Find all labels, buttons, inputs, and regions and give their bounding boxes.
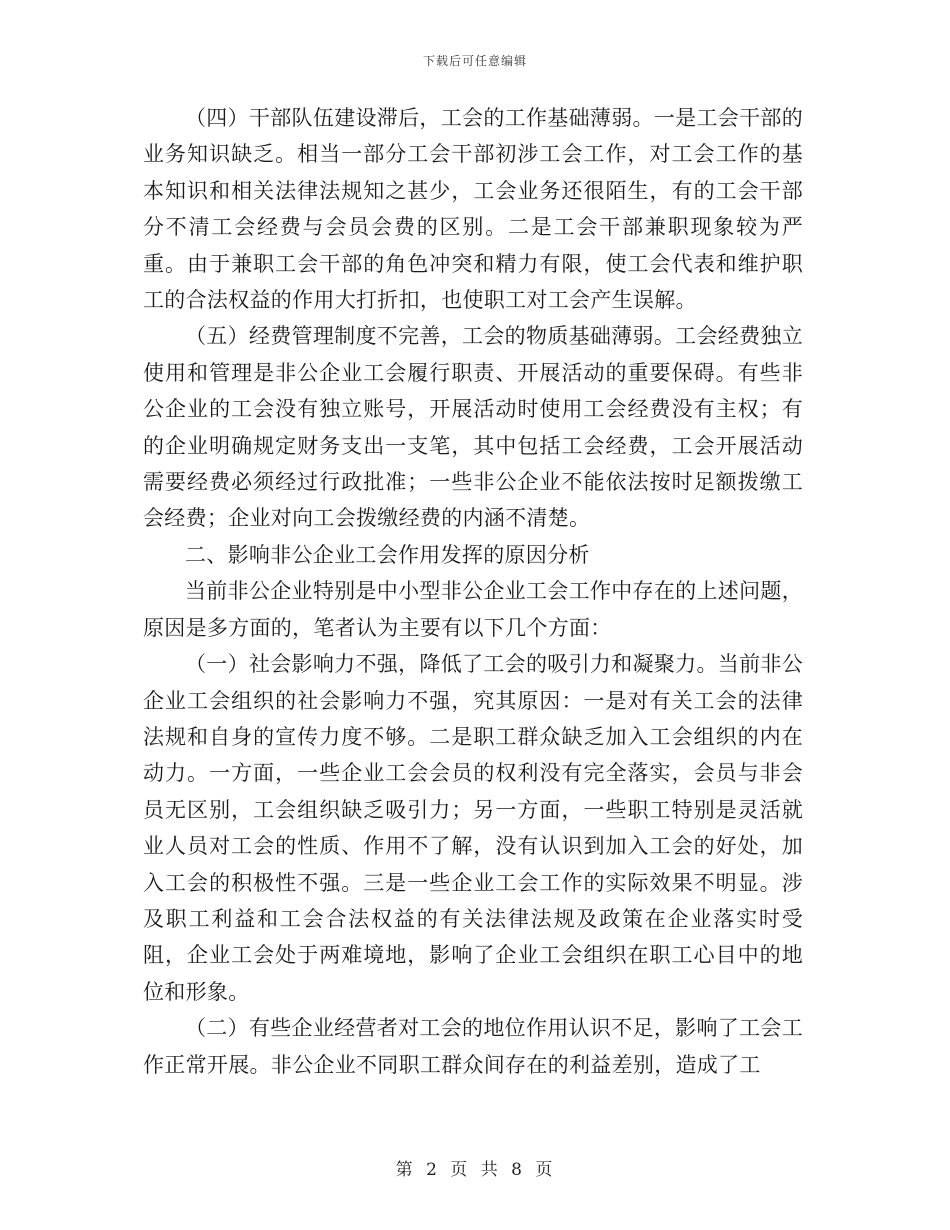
paragraph-funding-management: （五）经费管理制度不完善，工会的物质基础薄弱。工会经费独立使用和管理是非公企业工会履行职责、开展活动的重要保碍。有些非公企业的工会没有独立账号，开展活动时使用工会经费没有主权；有的企业明确规定财务支出一支笔，其中包括工会经费，工会开展活动需要经费必须经过行政批准；一些非公企业不能依法按时足额拨缴工会经费；企业对向工会拨缴经费的内涵不清楚。 [143, 324, 803, 531]
footer-total-pages: 8 [511, 1160, 524, 1180]
footer-current-page: 2 [426, 1160, 439, 1180]
paragraph-cadre-team: （四）干部队伍建设滞后，工会的工作基础薄弱。一是工会干部的业务知识缺乏。相当一部分工会干部初涉工会工作，对工会工作的基本知识和相关法律法规知之甚少，工会业务还很陌生，有的工会干部分不清工会经费与会员会费的区别。二是工会干部兼职现象较为严重。由于兼职工会干部的角色冲突和精力有限，使工会代表和维护职工的合法权益的作用大打折扣，也使职工对工会产生误解。 [143, 106, 803, 313]
page-header-note: 下载后可任意编辑 [422, 54, 527, 68]
document-body [143, 100, 803, 1083]
paragraph-social-influence: （一）社会影响力不强，降低了工会的吸引力和凝聚力。当前非公企业工会组织的社会影响力不强，究其原因：一是对有关工会的法律法规和自身的宣传力度不够。二是职工群众缺乏加入工会组织的内在动力。一方面，一些企业工会会员的权利没有完全落实，会员与非会员无区别，工会组织缺乏吸引力；另一方面，一些职工特别是灵活就业人员对工会的性质、作用不了解，没有认识到加入工会的好处，加入工会的积极性不强。三是一些企业工会工作的实际效果不明显。涉及职工利益和工会合法权益的有关法律法规及政策在企业落实时受阻，企业工会处于两难境地，影响了企业工会组织在职工心目中的地位和形象。 [143, 652, 803, 1004]
footer-page-word: 页 [450, 1160, 470, 1180]
paragraph-management-awareness: （二）有些企业经营者对工会的地位作用认识不足，影响了工会工作正常开展。非公企业不同职工群众间存在的利益差别，造成了工 [143, 1016, 803, 1077]
section-heading-cause-analysis: 二、影响非公企业工会作用发挥的原因分析 [185, 542, 590, 567]
paragraph-intro-causes: 当前非公企业特别是中小型非公企业工会工作中存在的上述问题，原因是多方面的，笔者认为主要有以下几个方面： [143, 579, 803, 640]
footer-total-word: 共 [480, 1160, 500, 1180]
footer-prefix: 第 [395, 1160, 415, 1180]
footer-suffix: 页 [535, 1160, 555, 1180]
page-footer [0, 1155, 950, 1180]
